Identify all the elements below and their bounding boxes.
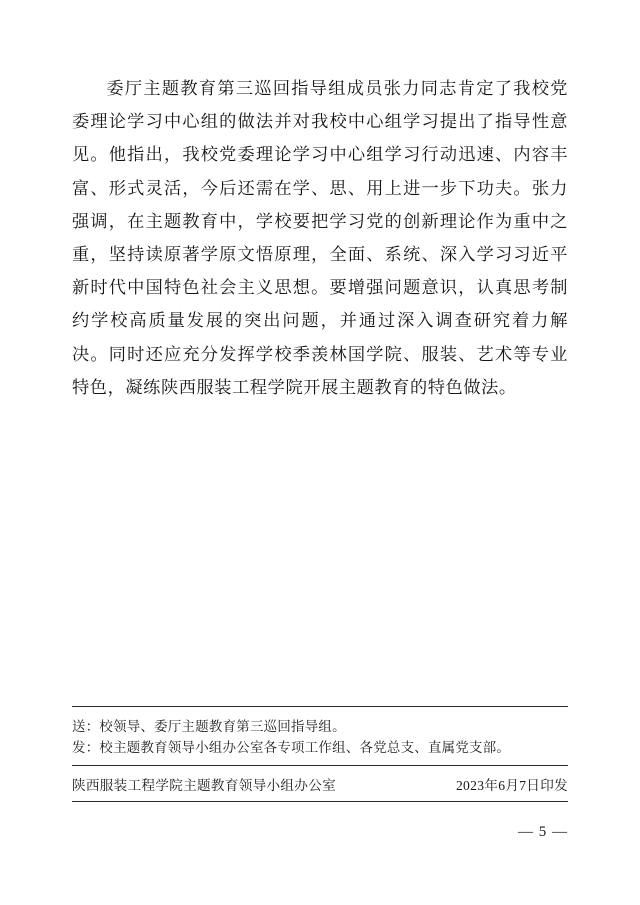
distribution-block [72, 707, 568, 758]
issuer-row [72, 766, 568, 794]
page-number: — 5 — [518, 824, 568, 840]
body-paragraph: 委厅主题教育第三巡回指导组成员张力同志肯定了我校党委理论学习中心组的做法并对我校中心组学习提出了指导性意见。他指出，我校党委理论学习中心组学习行动迅速、内容丰富、形式灵活，今后还需在学、思、用上进一步下功夫。张力强调，在主题教育中，学校要把学习党的创新理论作为重中之重，坚持读原著学原文悟原理，全面、系统、深入学习习近平新时代中国特色社会主义思想。要增强问题意识，认真思考制约学校高质量发展的突出问题，并通过深入调查研究着力解决。同时还应充分发挥学校季羡林国学院、服装、艺术等专业特色，凝练陕西服装工程学院开展主题教育的特色做法。 [72, 79, 568, 397]
document-footer [72, 706, 568, 802]
document-body [72, 72, 568, 404]
issuing-office: 陕西服装工程学院主题教育领导小组办公室 [72, 778, 336, 793]
issue-date: 2023年6月7日印发 [455, 778, 568, 793]
distribution-send-line: 送：校领导、委厅主题教育第三巡回指导组。 [72, 719, 346, 734]
footer-divider-bottom [72, 801, 568, 802]
distribution-issue-line: 发：校主题教育领导小组办公室各专项工作组、各党总支、直属党支部。 [72, 740, 511, 755]
